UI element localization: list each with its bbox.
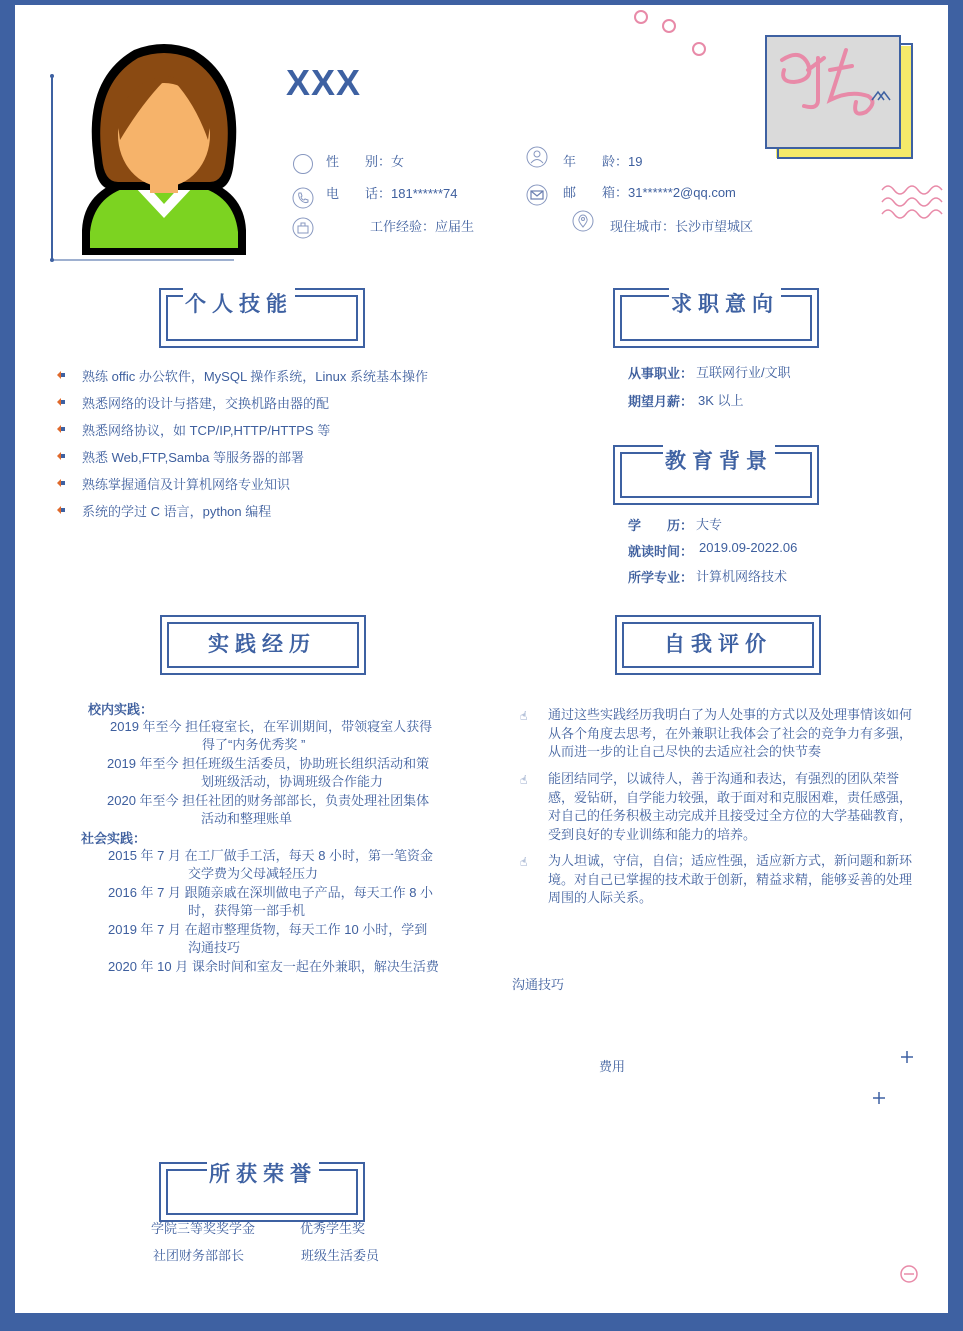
location-icon xyxy=(572,210,594,232)
hand-pointer-icon: ☝ xyxy=(520,709,528,723)
honor-item: 优秀学生奖 xyxy=(300,1221,366,1236)
avatar xyxy=(74,40,254,262)
frame-right xyxy=(948,0,963,1331)
campus-item-line1: 2019 年至今 担任班级生活委员，协助班长组织活动和策 xyxy=(107,756,430,771)
self-eval-line: 境。对自己已掌握的技术敢于创新，精益求精，能够妥善的处理 xyxy=(548,871,913,887)
wave-decoration xyxy=(880,180,950,230)
bullet-icon xyxy=(56,397,66,407)
major-value: 计算机网络技术 xyxy=(696,569,788,584)
frame-bottom xyxy=(0,1313,963,1331)
phone-icon xyxy=(292,187,314,209)
city-field: 现住城市：长沙市望城区 xyxy=(610,219,754,234)
hand-pointer-icon: ☝ xyxy=(520,855,528,869)
circles-decoration xyxy=(630,6,710,62)
briefcase-icon xyxy=(292,217,314,239)
campus-item-line2: 划班级活动，协调班级合作能力 xyxy=(201,774,384,789)
occupation-value: 互联网行业/文职 xyxy=(696,365,791,380)
salary-value: 3K 以上 xyxy=(698,393,744,408)
social-item-line1: 2016 年 7 月 跟随亲戚在深圳做电子产品，每天工作 8 小 xyxy=(108,885,434,900)
bullet-icon xyxy=(56,451,66,461)
plus-icon xyxy=(899,1049,915,1065)
skill-item: 熟练掌握通信及计算机网络专业知识 xyxy=(82,477,291,492)
frame-left xyxy=(0,0,15,1331)
minus-circle-icon xyxy=(898,1263,920,1285)
self-eval-line: 为人坦诚，守信，自信；适应性强，适应新方式，新问题和新环 xyxy=(548,853,913,868)
degree-value: 大专 xyxy=(696,517,723,532)
period-value: 2019.09-2022.06 xyxy=(699,540,798,555)
plus-icon xyxy=(871,1090,887,1106)
self-eval-line: 通过这些实践经历我明白了为人处事的方式以及处理事情该如何 xyxy=(548,707,913,722)
skill-item: 熟悉 Web,FTP,Samba 等服务器的部署 xyxy=(82,450,305,465)
social-item-line2: 交学费为父母减轻压力 xyxy=(188,866,319,881)
social-item-line1: 2015 年 7 月 在工厂做手工活，每天 8 小时，第一笔资金 xyxy=(108,848,434,863)
social-item-line2: 沟通技巧 xyxy=(188,940,241,955)
social-item-line2: 时，获得第一部手机 xyxy=(188,903,306,918)
bullet-icon xyxy=(56,505,66,515)
honors-heading: 所获荣誉 xyxy=(207,1158,319,1188)
stray-communication-text: 沟通技巧 xyxy=(512,977,565,992)
social-item-line1: 2020 年 10 月 课余时间和室友一起在外兼职，解决生活费 xyxy=(108,959,439,974)
self-eval-line: 对自己的任务积极主动完成并且接受过全方位的大学基础教育， xyxy=(548,808,913,823)
experience-field: 工作经验：应届生 xyxy=(370,219,475,234)
intent-heading: 求职意向 xyxy=(669,288,781,318)
self-eval-line: 受到良好的专业训练和能力的培养。 xyxy=(548,826,757,842)
self-eval-line: 从而进一步的让自己尽快的去适应社会的快节奏 xyxy=(548,744,822,759)
skill-item: 系统的学过 C 语言，python 编程 xyxy=(82,504,272,519)
self-eval-paragraph xyxy=(548,852,928,908)
education-heading: 教育背景 xyxy=(663,445,775,475)
bullet-icon xyxy=(56,370,66,380)
campus-practice-label: 校内实践： xyxy=(88,702,154,717)
user-icon xyxy=(526,146,548,168)
self-eval-line: 从各个角度去思考，在外兼职让我体会了社会的竞争力有多强， xyxy=(548,725,913,741)
self-eval-heading: 自我评价 xyxy=(664,632,772,656)
practice-heading: 实践经历 xyxy=(208,632,316,656)
bullet-icon xyxy=(56,424,66,434)
period-label: 就读时间： xyxy=(628,544,694,559)
campus-item-line2: 活动和整理账单 xyxy=(201,811,293,826)
campus-item-line1: 2019 年至今 担任寝室长，在军训期间，带领寝室人获得 xyxy=(110,719,433,734)
social-item-line1: 2019 年 7 月 在超市整理货物，每天工作 10 小时，学到 xyxy=(108,922,428,937)
self-eval-line: 能团结同学，以诚待人，善于沟通和表达，有强烈的团队荣誉 xyxy=(548,771,900,786)
gender-field: 性 别：女 xyxy=(326,154,405,169)
salary-label: 期望月薪： xyxy=(628,394,694,409)
skill-item: 熟练 offic 办公软件，MySQL 操作系统，Linux 系统基本操作 xyxy=(82,369,428,384)
phone-field: 电 话：181******74 xyxy=(326,186,458,201)
occupation-label: 从事职业： xyxy=(628,366,694,381)
bullet-icon xyxy=(56,478,66,488)
age-field: 年 龄：19 xyxy=(563,154,643,169)
candidate-name: XXX xyxy=(286,62,362,103)
honor-item: 学院三等奖奖学金 xyxy=(151,1221,256,1236)
major-label: 所学专业： xyxy=(628,570,694,585)
hand-pointer-icon: ☝ xyxy=(520,773,528,787)
honor-item: 社团财务部部长 xyxy=(153,1248,245,1263)
logo-emblem xyxy=(760,30,920,165)
campus-item-line1: 2020 年至今 担任社团的财务部部长，负责处理社团集体 xyxy=(107,793,430,808)
self-eval-line: 周围的人际关系。 xyxy=(548,890,653,905)
social-practice-label: 社会实践： xyxy=(81,831,147,846)
campus-item-line2: 得了“内务优秀奖 ” xyxy=(202,737,306,752)
honor-item: 班级生活委员 xyxy=(301,1248,380,1263)
self-eval-line: 感，爱钻研，自学能力较强，敢于面对和克服困难，责任感强， xyxy=(548,789,913,805)
skills-heading: 个人技能 xyxy=(183,288,295,318)
gender-icon xyxy=(293,154,313,174)
stray-fees-text: 费用 xyxy=(599,1059,626,1074)
self-eval-paragraph xyxy=(548,706,928,762)
frame-top xyxy=(0,0,963,5)
degree-label: 学 历： xyxy=(628,518,694,533)
skill-item: 熟悉网络的设计与搭建，交换机路由器的配 xyxy=(82,396,330,411)
email-icon xyxy=(526,184,548,206)
skill-item: 熟悉网络协议，如 TCP/IP,HTTP/HTTPS 等 xyxy=(82,423,331,438)
email-field: 邮 箱：31******2@qq.com xyxy=(563,185,736,200)
self-eval-paragraph xyxy=(548,770,928,844)
